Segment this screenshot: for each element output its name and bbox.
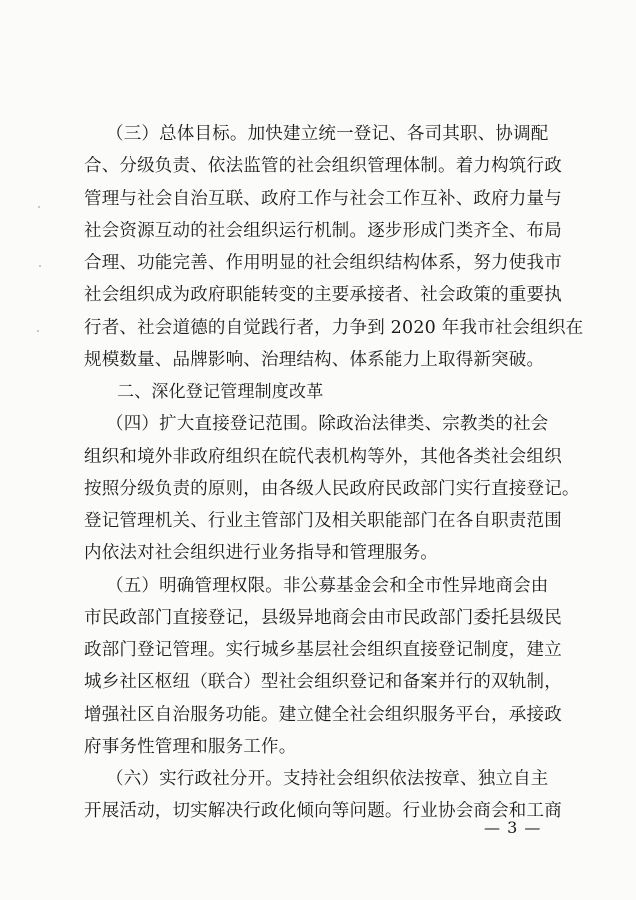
paragraph-5-line-1: （五）明确管理权限。非公募基金会和全市性异地商会由 xyxy=(106,576,549,596)
paragraph-3-line-4: 社会资源互动的社会组织运行机制。逐步形成门类齐全、布局 xyxy=(84,221,562,241)
paragraph-3-line-1: （三）总体目标。加快建立统一登记、各司其职、协调配 xyxy=(106,124,549,144)
paragraph-4-line-3: 按照分级负责的原则，由各级人民政府民政部门实行直接登记。 xyxy=(84,479,580,499)
paragraph-4-line-4: 登记管理机关、行业主管部门及相关职能部门在各自职责范围 xyxy=(84,511,562,531)
paragraph-3-line-5: 合理、功能完善、作用明显的社会组织结构体系，努力使我市 xyxy=(84,253,562,273)
paragraph-5-line-5: 增强社区自治服务功能。建立健全社会组织服务平台，承接政 xyxy=(84,705,562,725)
paragraph-5-line-4: 城乡社区枢纽（联合）型社会组织登记和备案并行的双轨制， xyxy=(84,672,562,692)
page-number: — 3 — xyxy=(484,818,542,837)
paragraph-5-line-3: 政部门登记管理。实行城乡基层社会组织直接登记制度，建立 xyxy=(84,640,562,660)
scan-speck xyxy=(37,330,39,332)
paragraph-4-line-1: （四）扩大直接登记范围。除政治法律类、宗教类的社会 xyxy=(106,414,549,434)
paragraph-6-line-2: 开展活动，切实解决行政化倾向等问题。行业协会商会和工商 xyxy=(84,801,562,821)
paragraph-5-line-6: 府事务性管理和服务工作。 xyxy=(84,737,297,757)
paragraph-3-line-3: 管理与社会自治互联、政府工作与社会工作互补、政府力量与 xyxy=(84,189,562,209)
paragraph-3-line-7: 行者、社会道德的自觉践行者，力争到 2020 年我市社会组织在 xyxy=(84,318,584,338)
paragraph-6-line-1: （六）实行政社分开。支持社会组织依法按章、独立自主 xyxy=(106,769,549,789)
paragraph-3-line-6: 社会组织成为政府职能转变的主要承接者、社会政策的重要执 xyxy=(84,285,562,305)
section-heading: 二、深化登记管理制度改革 xyxy=(117,382,324,402)
scan-speck xyxy=(39,265,41,267)
paragraph-3-line-2: 合、分级负责、依法监管的社会组织管理体制。着力构筑行政 xyxy=(84,156,562,176)
paragraph-3-line-8: 规模数量、品牌影响、治理结构、体系能力上取得新突破。 xyxy=(84,350,545,370)
paragraph-4-line-2: 组织和境外非政府组织在皖代表机构等外，其他各类社会组织 xyxy=(84,447,562,467)
paragraph-5-line-2: 市民政部门直接登记，县级异地商会由市民政部门委托县级民 xyxy=(84,608,562,628)
paragraph-4-line-5: 内依法对社会组织进行业务指导和管理服务。 xyxy=(84,543,438,563)
scan-speck xyxy=(38,206,40,208)
